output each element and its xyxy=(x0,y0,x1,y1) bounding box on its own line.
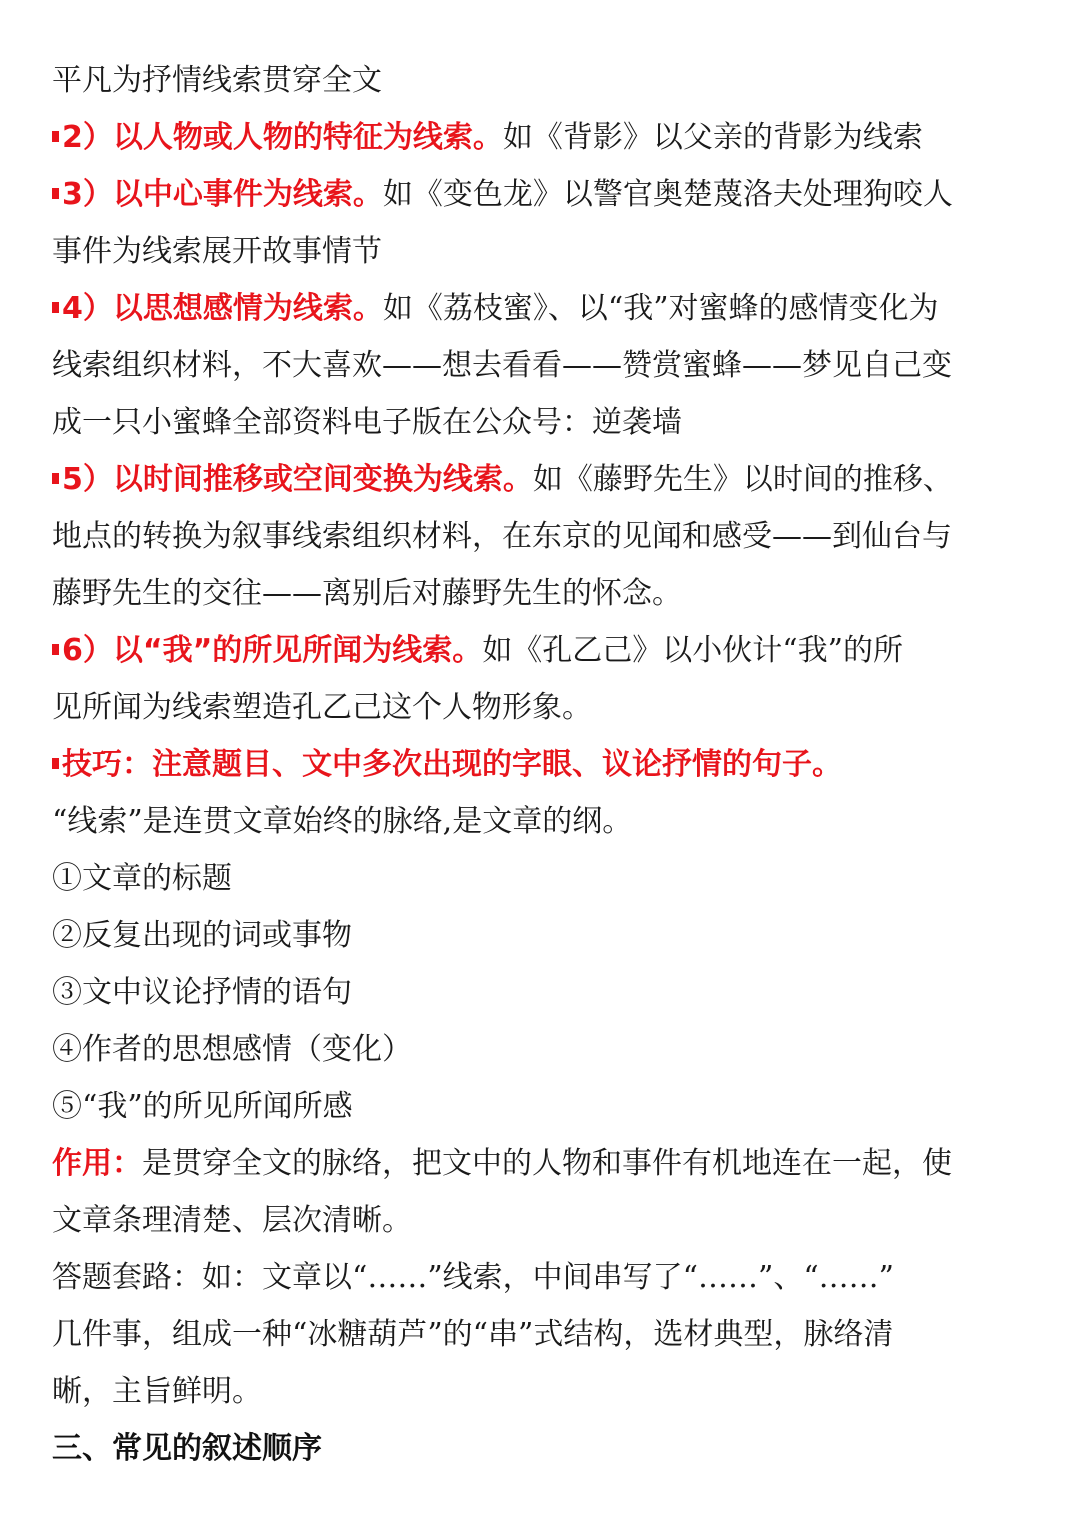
bullet-marker-icon xyxy=(52,473,59,484)
clue-item-4: 4）以思想感情为线索。如《荔枝蜜》、以“我”对蜜蜂的感情变化为 xyxy=(52,280,1032,337)
document-page xyxy=(52,52,1032,1477)
list-item: ④作者的思想感情（变化） xyxy=(52,1032,412,1067)
clue-title: 2）以人物或人物的特征为线索。 xyxy=(62,120,503,155)
bullet-marker-icon xyxy=(52,302,59,313)
text-line: 几件事，组成一种“冰糖葫芦”的“串”式结构，选材典型，脉络清 xyxy=(52,1317,894,1352)
function-label: 作用： xyxy=(52,1146,142,1181)
text-line: “线索”是连贯文章始终的脉络,是文章的纲。 xyxy=(52,804,633,839)
bullet-marker-icon xyxy=(52,188,59,199)
text-line: 成一只小蜜蜂全部资料电子版在公众号：逆袭墙 xyxy=(52,405,682,440)
clue-item-6: 6）以“我”的所见所闻为线索。如《孔乙己》以小伙计“我”的所 xyxy=(52,622,1032,679)
bullet-marker-icon xyxy=(52,644,59,655)
text-line: 地点的转换为叙事线索组织材料，在东京的见闻和感受——到仙台与 xyxy=(52,519,952,554)
clue-item-5: 5）以时间推移或空间变换为线索。如《藤野先生》以时间的推移、 xyxy=(52,451,1032,508)
text-line: 见所闻为线索塑造孔乙己这个人物形象。 xyxy=(52,690,592,725)
list-item: ③文中议论抒情的语句 xyxy=(52,975,352,1010)
clue-title: 6）以“我”的所见所闻为线索。 xyxy=(62,633,483,668)
text-line: 文章条理清楚、层次清晰。 xyxy=(52,1203,412,1238)
clue-item-2: 2）以人物或人物的特征为线索。如《背影》以父亲的背影为线索 xyxy=(52,109,1032,166)
section-heading: 三、常见的叙述顺序 xyxy=(52,1431,322,1466)
bullet-marker-icon xyxy=(52,758,59,769)
text-line: 平凡为抒情线索贯穿全文 xyxy=(52,63,382,98)
clue-title: 5）以时间推移或空间变换为线索。 xyxy=(62,462,533,497)
text-line: 线索组织材料，不大喜欢——想去看看——赞赏蜜蜂——梦见自己变 xyxy=(52,348,952,383)
function-line: 作用：是贯穿全文的脉络，把文中的人物和事件有机地连在一起，使 xyxy=(52,1146,952,1181)
list-item: ②反复出现的词或事物 xyxy=(52,918,352,953)
clue-title: 3）以中心事件为线索。 xyxy=(62,177,383,212)
text-line: 答题套路：如：文章以“……”线索，中间串写了“……”、“……” xyxy=(52,1260,895,1295)
text-line: 藤野先生的交往——离别后对藤野先生的怀念。 xyxy=(52,576,682,611)
text-line: 事件为线索展开故事情节 xyxy=(52,234,382,269)
bullet-marker-icon xyxy=(52,131,59,142)
clue-item-3: 3）以中心事件为线索。如《变色龙》以警官奥楚蔑洛夫处理狗咬人 xyxy=(52,166,1032,223)
clue-title: 4）以思想感情为线索。 xyxy=(62,291,383,326)
tips-title: 技巧：注意题目、文中多次出现的字眼、议论抒情的句子。 xyxy=(62,747,842,782)
list-item: ⑤“我”的所见所闻所感 xyxy=(52,1089,353,1124)
tips-line xyxy=(52,736,1032,793)
text-line: 晰，主旨鲜明。 xyxy=(52,1374,262,1409)
list-item: ①文章的标题 xyxy=(52,861,232,896)
